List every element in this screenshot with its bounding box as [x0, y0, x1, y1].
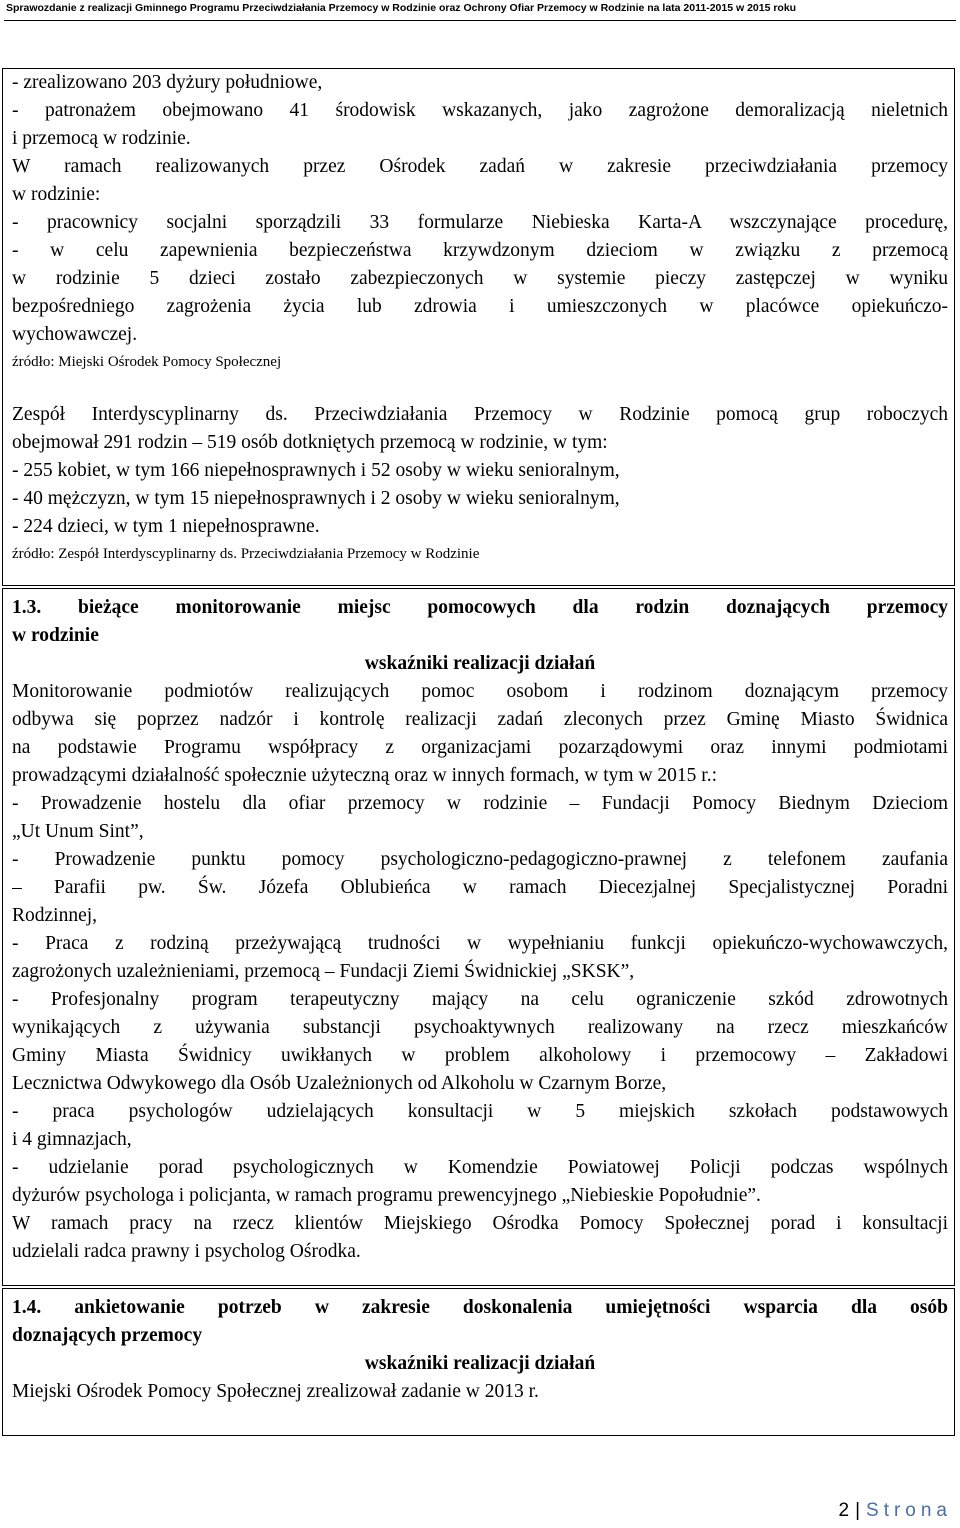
text-line: w rodzinie 5 dzieci zostało zabezpieczonych w systemie pieczy zastępczej w wyniku [12, 268, 948, 289]
section-box-1-3 [2, 588, 955, 1286]
section-box-continuation [2, 68, 955, 586]
text-line: - udzielanie porad psychologicznych w Komendzie Powiatowej Policji podczas wspólnych [12, 1157, 948, 1178]
text-line: - patronażem obejmowano 41 środowisk wskazanych, jako zagrożone demoralizacją nieletnich [12, 100, 948, 121]
header-rule [4, 20, 956, 21]
text-line: W ramach realizowanych przez Ośrodek zadań w zakresie przeciwdziałania przemocy [12, 156, 948, 177]
footer-separator: | [855, 1500, 861, 1521]
text-line: Gminy Miasta Świdnicy uwikłanych w problem alkoholowy i przemocowy – Zakładowi [12, 1045, 948, 1066]
text-line: udzielali radca prawny i psycholog Ośrodka. [12, 1241, 361, 1262]
page-word: Strona [866, 1500, 952, 1521]
text-line: Rodzinnej, [12, 905, 98, 926]
text-line: - Prowadzenie punktu pomocy psychologiczno-pedagogiczno-prawnej z telefonem zaufania [12, 849, 948, 870]
text-line: - praca psychologów udzielających konsultacji w 5 miejskich szkołach podstawowych [12, 1101, 948, 1122]
page-footer [839, 1500, 953, 1522]
source-note: źródło: Zespół Interdyscyplinarny ds. Przeciwdziałania Przemocy w Rodzinie [12, 546, 480, 562]
text-line: - Profesjonalny program terapeutyczny mający na celu ograniczenie szkód zdrowotnych [12, 989, 948, 1010]
text-line: Miejski Ośrodek Pomocy Społecznej zrealizował zadanie w 2013 r. [12, 1381, 539, 1402]
text-line: - 224 dzieci, w tym 1 niepełnosprawne. [12, 516, 320, 537]
text-line: wynikających z używania substancji psychoaktywnych realizowany na rzecz mieszkańców [12, 1017, 948, 1038]
text-line: - Praca z rodziną przeżywającą trudności w wypełnianiu funkcji opiekuńczo-wychowawczych, [12, 933, 948, 954]
section-subtitle: wskaźniki realizacji działań [364, 1353, 596, 1374]
section-title: w rodzinie [12, 625, 99, 646]
text-line: - w celu zapewnienia bezpieczeństwa krzywdzonym dzieciom w związku z przemocą [12, 240, 948, 261]
text-line: dyżurów psychologa i policjanta, w ramach programu prewencyjnego „Niebieskie Popołudnie”. [12, 1185, 761, 1206]
text-line: zagrożonych uzależnieniami, przemocą – Fundacji Ziemi Świdnickiej „SKSK”, [12, 961, 635, 982]
text-line: bezpośredniego zagrożenia życia lub zdrowia i umieszczonych w placówce opiekuńczo- [12, 296, 948, 317]
text-line: W ramach pracy na rzecz klientów Miejskiego Ośrodka Pomocy Społecznej porad i konsultacji [12, 1213, 948, 1234]
text-line: „Ut Unum Sint”, [12, 821, 144, 842]
text-line: obejmował 291 rodzin – 519 osób dotkniętych przemocą w rodzinie, w tym: [12, 432, 608, 453]
text-line: odbywa się poprzez nadzór i kontrolę realizacji zadań zleconych przez Gminę Miasto Świdnica [12, 709, 948, 730]
text-line: wychowawczej. [12, 324, 138, 345]
text-line: - Prowadzenie hostelu dla ofiar przemocy w rodzinie – Fundacji Pomocy Biednym Dzieciom [12, 793, 948, 814]
section-subtitle: wskaźniki realizacji działań [364, 653, 596, 674]
source-note: źródło: Miejski Ośrodek Pomocy Społecznej [12, 354, 282, 370]
text-line: Monitorowanie podmiotów realizujących pomoc osobom i rodzinom doznającym przemocy [12, 681, 948, 702]
text-line: i 4 gimnazjach, [12, 1129, 132, 1150]
page-number: 2 [838, 1500, 850, 1521]
running-header: Sprawozdanie z realizacji Gminnego Programu Przeciwdziałania Przemocy w Rodzinie oraz Ochrony Ofiar Przemocy w Rodzinie na lata 2011-2015 w 2015 roku [6, 2, 797, 14]
text-line: – Parafii pw. Św. Józefa Oblubieńca w ramach Diecezjalnej Specjalistycznej Poradni [12, 877, 948, 898]
text-line: prowadzącymi działalność społecznie użyteczną oraz w innych formach, w tym w 2015 r.: [12, 765, 717, 786]
section-title: 1.3. bieżące monitorowanie miejsc pomocowych dla rodzin doznających przemocy [12, 597, 948, 618]
text-line: - 40 mężczyzn, w tym 15 niepełnosprawnych i 2 osoby w wieku senioralnym, [12, 488, 620, 509]
text-line: Lecznictwa Odwykowego dla Osób Uzależnionych od Alkoholu w Czarnym Borze, [12, 1073, 667, 1094]
text-line: - 255 kobiet, w tym 166 niepełnosprawnych i 52 osoby w wieku senioralnym, [12, 460, 620, 481]
text-line: i przemocą w rodzinie. [12, 128, 191, 149]
section-title: doznających przemocy [12, 1325, 203, 1346]
text-line: - pracownicy socjalni sporządzili 33 formularze Niebieska Karta-A wszczynające procedurę, [12, 212, 948, 233]
text-line: w rodzinie: [12, 184, 101, 205]
section-box-1-4 [2, 1288, 955, 1436]
text-line: - zrealizowano 203 dyżury południowe, [12, 72, 323, 93]
text-line: na podstawie Programu współpracy z organizacjami pozarządowymi oraz innymi podmiotami [12, 737, 948, 758]
text-line: Zespół Interdyscyplinarny ds. Przeciwdziałania Przemocy w Rodzinie pomocą grup roboczych [12, 404, 948, 425]
section-title: 1.4. ankietowanie potrzeb w zakresie doskonalenia umiejętności wsparcia dla osób [12, 1297, 948, 1318]
